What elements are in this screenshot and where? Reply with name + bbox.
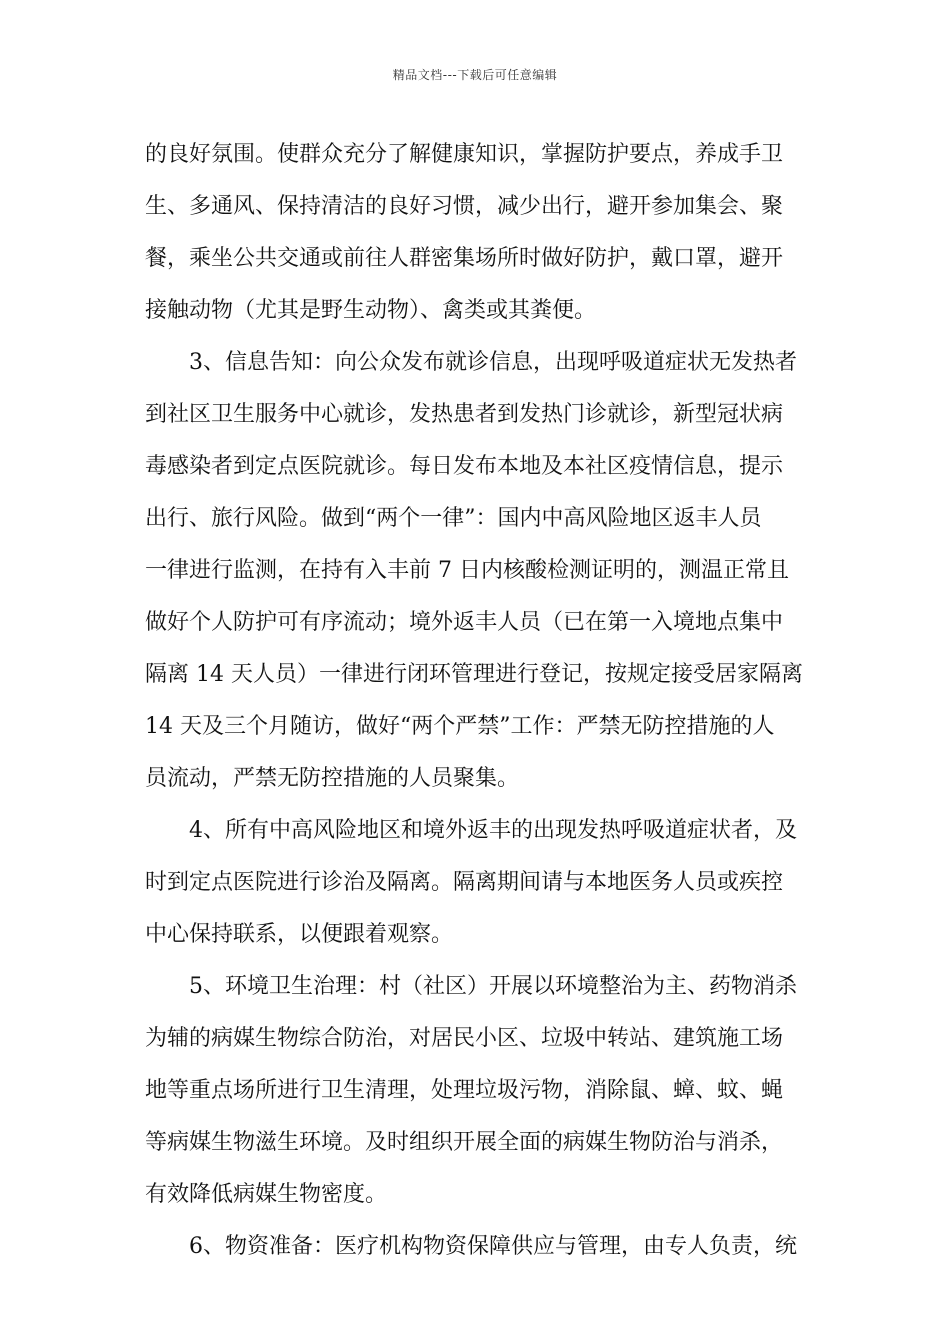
paragraph bbox=[145, 805, 810, 961]
text-line: 14 天及三个月随访，做好“两个严禁”工作：严禁无防控措施的人 bbox=[145, 714, 775, 739]
text-line: 有效降低病媒生物密度。 bbox=[145, 1182, 388, 1207]
text-line: 员流动，严禁无防控措施的人员聚集。 bbox=[145, 766, 520, 791]
text-line: 隔离 14 天人员）一律进行闭环管理进行登记，按规定接受居家隔离 bbox=[145, 662, 803, 687]
text-line: 餐，乘坐公共交通或前往人群密集场所时做好防护，戴口罩，避开 bbox=[145, 246, 784, 271]
text-line: 地等重点场所进行卫生清理，处理垃圾污物，消除鼠、蟑、蚊、蝇 bbox=[145, 1078, 784, 1103]
paragraph bbox=[145, 1221, 810, 1273]
text-line: 一律进行监测，在持有入丰前 7 日内核酸检测证明的，测温正常且 bbox=[145, 558, 789, 583]
text-line: 6、物资准备：医疗机构物资保障供应与管理，由专人负责，统 bbox=[189, 1234, 797, 1259]
text-line: 等病媒生物滋生环境。及时组织开展全面的病媒生物防治与消杀， bbox=[145, 1130, 784, 1155]
text-line: 毒感染者到定点医院就诊。每日发布本地及本社区疫情信息，提示 bbox=[145, 454, 784, 479]
text-line: 生、多通风、保持清洁的良好习惯，减少出行，避开参加集会、聚 bbox=[145, 194, 784, 219]
paragraph bbox=[145, 129, 810, 337]
text-line: 做好个人防护可有序流动；境外返丰人员（已在第一入境地点集中 bbox=[145, 610, 784, 635]
paragraph bbox=[145, 961, 810, 1221]
document-body bbox=[145, 129, 810, 1273]
text-line: 4、所有中高风险地区和境外返丰的出现发热呼吸道症状者，及 bbox=[189, 818, 797, 843]
text-line: 接触动物（尤其是野生动物）、禽类或其粪便。 bbox=[145, 298, 597, 323]
text-line: 到社区卫生服务中心就诊，发热患者到发热门诊就诊，新型冠状病 bbox=[145, 402, 784, 427]
text-line: 出行、旅行风险。做到“两个一律”：国内中高风险地区返丰人员 bbox=[145, 506, 762, 531]
text-line: 时到定点医院进行诊治及隔离。隔离期间请与本地医务人员或疾控 bbox=[145, 870, 784, 895]
text-line: 5、环境卫生治理：村（社区）开展以环境整治为主、药物消杀 bbox=[189, 974, 797, 999]
text-line: 的良好氛围。使群众充分了解健康知识，掌握防护要点，养成手卫 bbox=[145, 142, 784, 167]
paragraph bbox=[145, 337, 810, 805]
text-line: 中心保持联系，以便跟着观察。 bbox=[145, 922, 454, 947]
text-line: 为辅的病媒生物综合防治，对居民小区、垃圾中转站、建筑施工场 bbox=[145, 1026, 784, 1051]
page-header: 精品文档---下载后可任意编辑 bbox=[392, 68, 558, 82]
text-line: 3、信息告知：向公众发布就诊信息，出现呼吸道症状无发热者 bbox=[189, 350, 797, 375]
